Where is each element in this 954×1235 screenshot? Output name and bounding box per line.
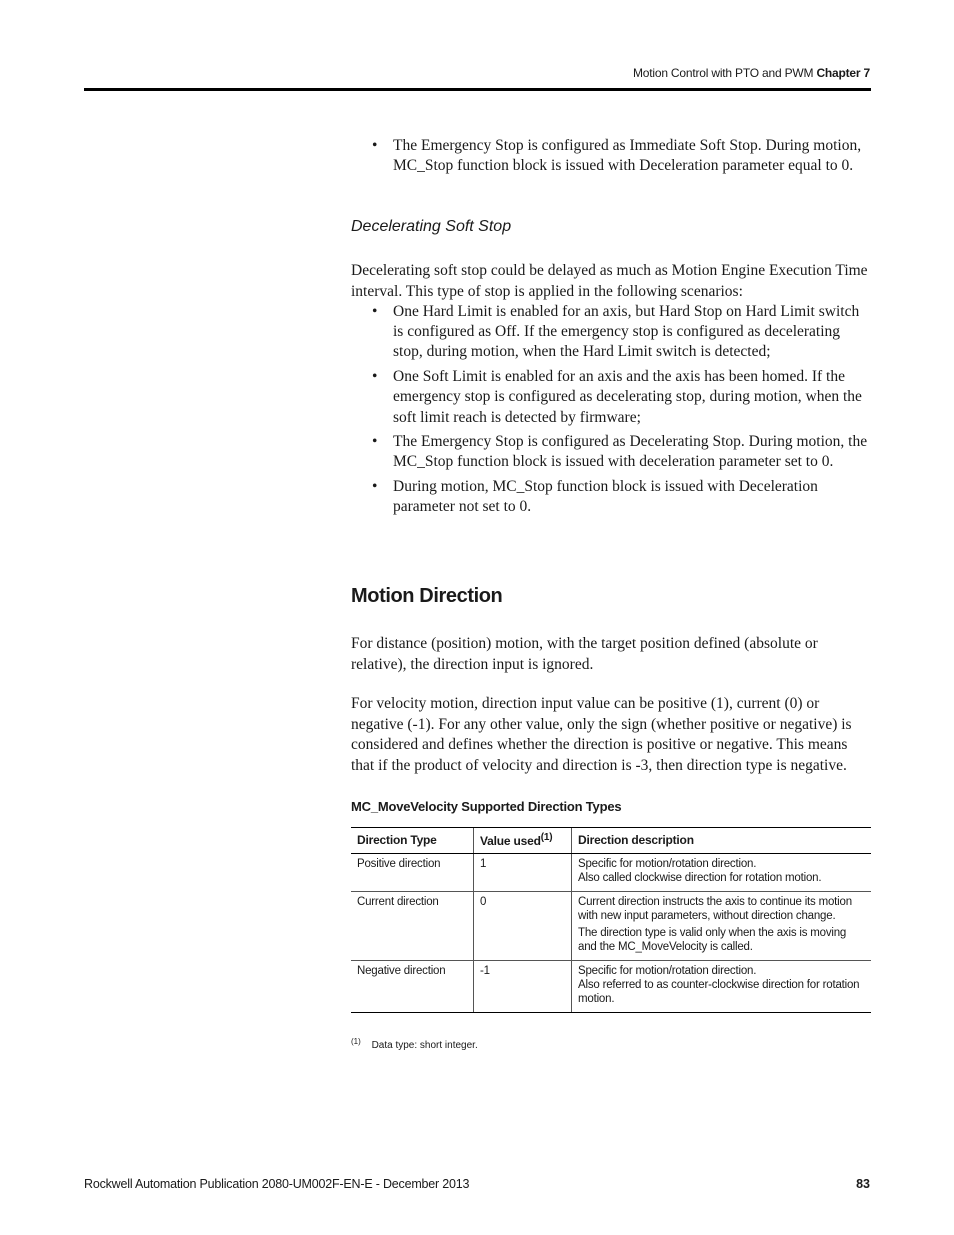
list-item: • One Hard Limit is enabled for an axis, but Hard Stop on Hard Limit switch is configured as Off. If the emergency stop is configured as decelerating stop, during motion, when the Hard Limit switch is detected; [372, 303, 860, 361]
body-paragraph: For velocity motion, direction input value can be positive (1), current (0) or negative (-1). For any other value, only the sign (whether positive or negative) is considered and defines whether the direction is positive or negative. This means that if the product of velocity and direction is -3, then direction type is negative. [351, 695, 852, 774]
section-title: Motion Direction [351, 585, 503, 607]
running-title: Motion Control with PTO and PWM [632, 66, 814, 80]
table-row [351, 854, 871, 892]
body-paragraph: For distance (position) motion, with the target position defined (absolute or relative), the direction input is ignored. [351, 635, 818, 673]
body-paragraph: Decelerating soft stop could be delayed as much as Motion Engine Execution Time interval. This type of stop is applied in the following scenarios: [351, 262, 868, 300]
section-subheading: Decelerating Soft Stop [351, 218, 512, 235]
list-item: • One Soft Limit is enabled for an axis and the axis has been homed. If the emergency stop is configured as decelerating stop, during motion, when the soft limit reach is detected by firmware; [372, 368, 862, 426]
cell-value: 0 [474, 892, 572, 961]
running-header [633, 66, 870, 80]
intro-bullet-block [351, 136, 871, 181]
footnote-mark: (1) [351, 1037, 361, 1046]
cell-direction-type: Current direction [351, 892, 474, 961]
column-header: Direction description [572, 828, 872, 854]
footer-publication: Rockwell Automation Publication 2080-UM002F-EN-E - December 2013 [84, 1177, 470, 1191]
cell-value: -1 [474, 961, 572, 1013]
motion-direction-p1-block [351, 634, 871, 675]
decel-section [351, 218, 871, 236]
cell-direction-type: Negative direction [351, 961, 474, 1013]
header-rule [84, 88, 871, 91]
table-footnote [351, 1037, 871, 1051]
direction-table [351, 827, 871, 1013]
table-title-block [351, 799, 871, 814]
chapter-label: Chapter 7 [816, 66, 870, 80]
list-item: • The Emergency Stop is configured as Decelerating Stop. During motion, the MC_Stop function block is issued with deceleration parameter set to 0. [372, 433, 868, 471]
table-row [351, 892, 871, 961]
decel-body [351, 261, 871, 522]
list-item: • The Emergency Stop is configured as Immediate Soft Stop. During motion, MC_Stop function block is issued with Deceleration parameter equal to 0. [372, 137, 862, 175]
cell-description: Specific for motion/rotation direction. Also called clockwise direction for rotation motion. [572, 854, 872, 892]
cell-description: Current direction instructs the axis to continue its motion with new input parameters, without direction change. The direction type is valid only when the axis is moving and the MC_MoveVelocity is called. [572, 892, 872, 961]
footnote-ref: (1) [540, 832, 553, 843]
table-row [351, 961, 871, 1013]
cell-value: 1 [474, 854, 572, 892]
column-header: Value used$^{(1)}$ [474, 828, 572, 854]
table-header-row [351, 828, 871, 854]
column-header: Direction Type [351, 828, 474, 854]
cell-description: Specific for motion/rotation direction. Also referred to as counter-clockwise direction for rotation motion. [572, 961, 872, 1013]
page-number: 83 [856, 1177, 870, 1191]
cell-direction-type: Positive direction [351, 854, 474, 892]
footnote-text: Data type: short integer. [371, 1040, 478, 1052]
direction-table-block [351, 827, 871, 1013]
motion-direction-section [351, 585, 871, 608]
list-item: • During motion, MC_Stop function block is issued with Deceleration parameter not set to 0. [372, 478, 818, 516]
motion-direction-p2-block [351, 694, 871, 776]
table-title: MC_MoveVelocity Supported Direction Types [351, 799, 622, 814]
